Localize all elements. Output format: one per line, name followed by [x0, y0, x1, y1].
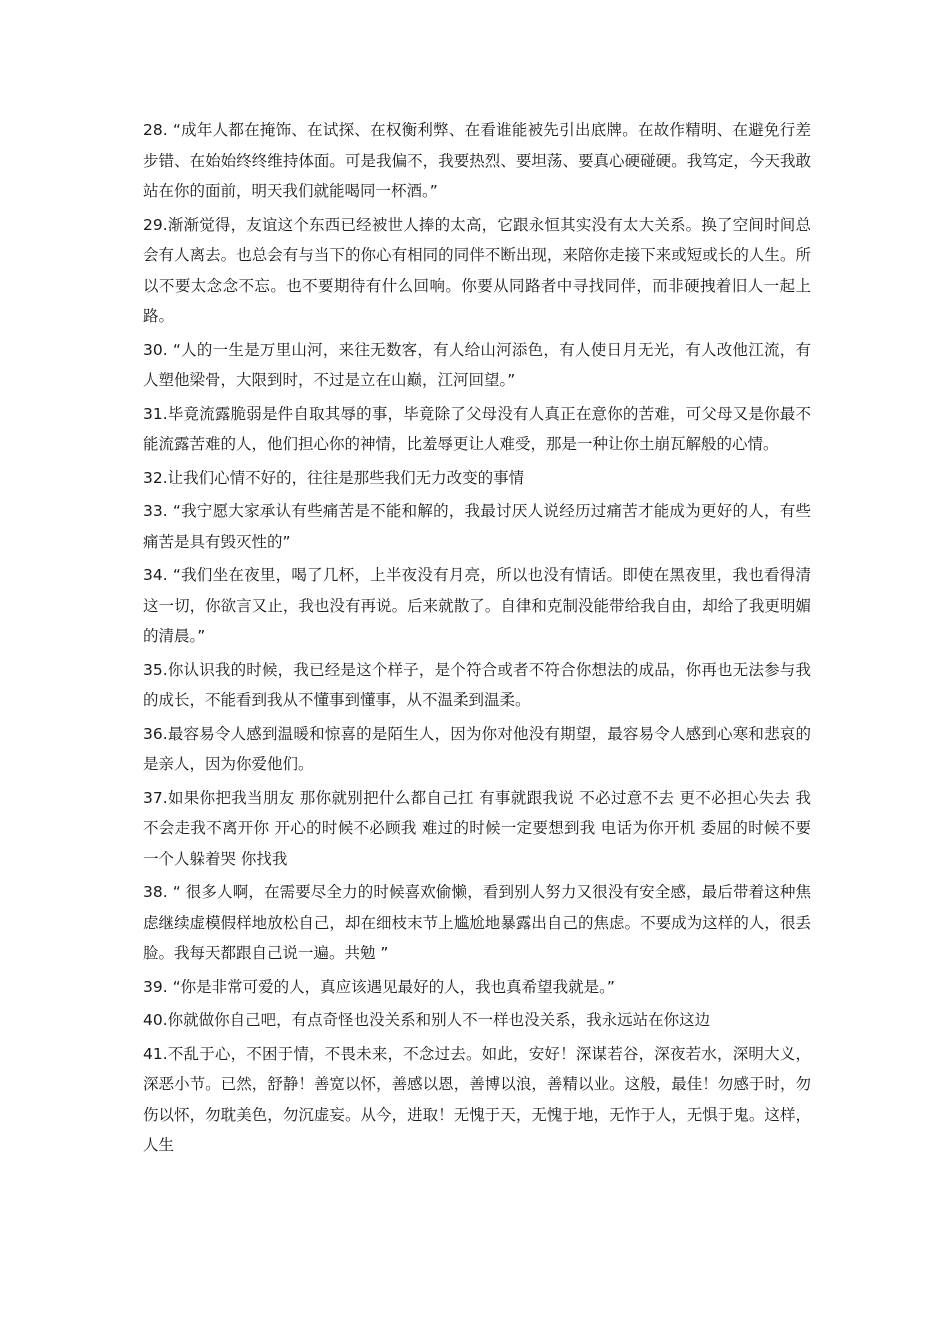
paragraph-28: 28. “成年人都在掩饰、在试探、在权衡利弊、在看谁能被先引出底牌。在故作精明、在避免行差步错、在始始终终维持体面。可是我偏不，我要热烈、要坦荡、要真心硬碰硬。我笃定，今天我敢站在你的面前，明天我们就能喝同一杯酒。” [143, 121, 811, 200]
paragraph-31: 31.毕竟流露脆弱是件自取其辱的事，毕竟除了父母没有人真正在意你的苦难，可父母又是你最不能流露苦难的人，他们担心你的神情，比羞辱更让人难受，那是一种让你土崩瓦解般的心情。 [143, 404, 811, 453]
document-body [143, 115, 811, 1164]
paragraph-35: 35.你认识我的时候，我已经是这个样子，是个符合或者不符合你想法的成品，你再也无法参与我的成长，不能看到我从不懂事到懂事，从不温柔到温柔。 [143, 660, 811, 709]
paragraph-38: 38. “ 很多人啊，在需要尽全力的时候喜欢偷懒，看到别人努力又很没有安全感，最后带着这种焦虑继续虚模假样地放松自己，却在细枝末节上尴尬地暴露出自己的焦虑。不要成为这样的人，很丢脸。我每天都跟自己说一遍。共勉 ” [143, 883, 811, 962]
paragraph-39: 39. “你是非常可爱的人，真应该遇见最好的人，我也真希望我就是。” [143, 977, 615, 996]
paragraph-37: 37.如果你把我当朋友 那你就别把什么都自己扛 有事就跟我说 不必过意不去 更不必担心失去 我不会走我不离开你 开心的时候不必顾我 难过的时候一定要想到我 电话为你开机 委屈的时候不要一个人躲着哭 你找我 [143, 788, 811, 868]
paragraph-40: 40.你就做你自己吧，有点奇怪也没关系和别人不一样也没关系，我永远站在你这边 [143, 1011, 711, 1029]
paragraph-36: 36.最容易令人感到温暖和惊喜的是陌生人，因为你对他没有期望，最容易令人感到心寒和悲哀的是亲人，因为你爱他们。 [143, 724, 811, 773]
paragraph-30: 30. “人的一生是万里山河，来往无数客，有人给山河添色，有人使日月无光，有人改他江流，有人塑他梁骨，大限到时，不过是立在山巅，江河回望。” [143, 340, 811, 389]
paragraph-34: 34. “我们坐在夜里，喝了几杯，上半夜没有月亮，所以也没有情话。即使在黑夜里，我也看得清这一切，你欲言又止，我也没有再说。后来就散了。自律和克制没能带给我自由，却给了我更明媚的清晨。” [143, 566, 811, 645]
paragraph-33: 33. “我宁愿大家承认有些痛苦是不能和解的，我最讨厌人说经历过痛苦才能成为更好的人，有些痛苦是具有毁灭性的” [143, 502, 811, 551]
paragraph-32: 32.让我们心情不好的，往往是那些我们无力改变的事情 [143, 468, 525, 487]
paragraph-41: 41.不乱于心，不困于情，不畏未来，不念过去。如此，安好！深谋若谷，深夜若水，深明大义，深恶小节。已然，舒静！善宽以怀，善感以恩，善博以浪，善精以业。这般，最佳！勿感于时，勿伤以怀，勿耽美色，勿沉虚妄。从今，进取！无愧于天，无愧于地，无怍于人，无惧于鬼。这样，人生 [143, 1044, 811, 1154]
paragraph-29: 29.渐渐觉得，友谊这个东西已经被世人捧的太高，它跟永恒其实没有太大关系。换了空间时间总会有人离去。也总会有与当下的你心有相同的同伴不断出现，来陪你走接下来或短或长的人生。所以不要太念念不忘。也不要期待有什么回响。你要从同路者中寻找同伴，而非硬拽着旧人一起上路。 [143, 215, 811, 325]
